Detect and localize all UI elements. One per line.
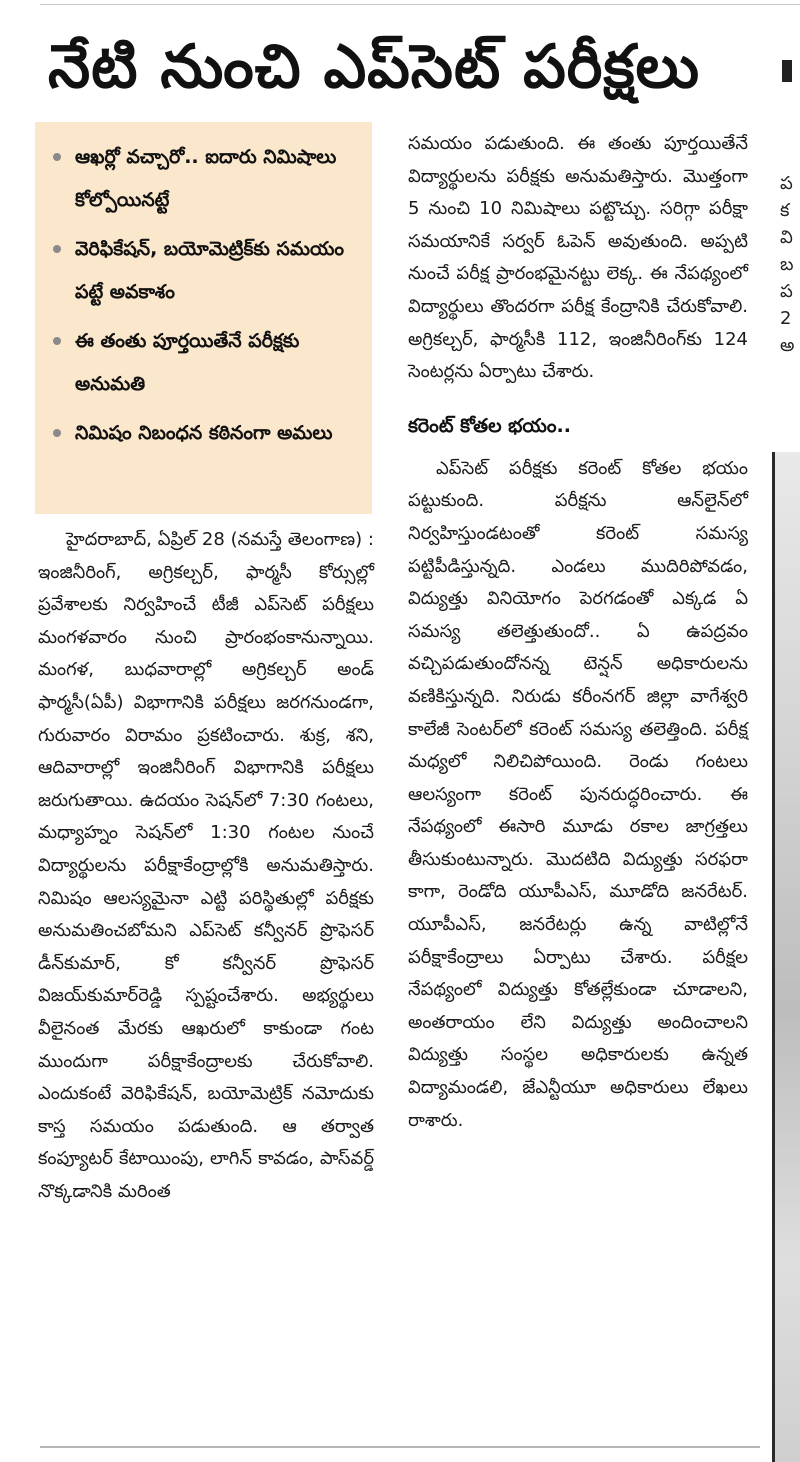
text-fragment: ప bbox=[780, 173, 793, 194]
text-fragment: బ bbox=[780, 254, 794, 275]
adjacent-photo bbox=[772, 452, 800, 1462]
article-column-middle bbox=[408, 128, 748, 1137]
text-fragment: ప bbox=[780, 281, 793, 302]
highlight-text: నిమిషం నిబంధన కఠినంగా అమలు bbox=[75, 422, 333, 444]
bullet-dot-icon bbox=[53, 153, 61, 161]
bullet-dot-icon bbox=[53, 337, 61, 345]
headline: నేటి నుంచి ఎప్‌సెట్ పరీక్షలు bbox=[48, 32, 700, 102]
text-fragment: వి bbox=[780, 227, 793, 248]
subheading: కరెంట్ కోతల భయం.. bbox=[408, 414, 571, 437]
text-fragment: 2 bbox=[780, 308, 792, 329]
highlights-box bbox=[35, 122, 372, 514]
adjacent-headline-fragment bbox=[782, 60, 792, 82]
highlight-text: వెరిఫికేషన్, బయోమెట్రిక్‌కు సమయం పట్టే అవకాశం bbox=[75, 238, 345, 303]
highlight-item bbox=[53, 412, 360, 455]
article-paragraph: హైదరాబాద్, ఏప్రిల్ 28 (నమస్తే తెలంగాణ) : ఇంజినీరింగ్, అగ్రికల్చర్, ఫార్మసీ కోర్సుల్లో ప్రవేశాలకు నిర్వహించే టీజీ ఎప్‌సెట్ పరీక్షలు మంగళవారం నుంచి ప్రారంభంకానున్నాయి. మంగళ, బుధవారాల్లో అగ్రికల్చర్ అండ్ ఫార్మసీ(ఏపీ) విభాగానికి పరీక్షలు జరగనుండగా, గురువారం విరామం ప్రకటించారు. శుక్ర, శని, ఆదివారాల్లో ఇంజినీరింగ్ విభాగానికి పరీక్షలు జరుగుతాయి. ఉదయం సెషన్‌లో 7:30 గంటలు, మధ్యాహ్నం సెషన్‌లో 1:30 గంటల నుంచే విద్యార్థులను పరీక్షాకేంద్రాల్లోకి అనుమతిస్తారు. నిమిషం ఆలస్యమైనా ఎట్టి పరిస్థితుల్లో పరీక్షకు అనుమతించబోమని ఎప్‌సెట్ కన్వీనర్ ప్రొఫెసర్ డీన్‌కుమార్, కో కన్వీనర్ ప్రొఫెసర్ విజయ్‌కుమార్‌రెడ్డి స్పష్టంచేశారు. అభ్యర్థులు వీలైనంత మేరకు ఆఖరులో కాకుండా గంట ముందుగా పరీక్షాకేంద్రాలకు చేరుకోవాలి. ఎందుకంటే వెరిఫికేషన్, బయోమెట్రిక్ నమోదుకు కాస్త సమయం పడుతుంది. ఆ తర్వాత కంప్యూటర్ కేటాయింపు, లాగిన్ కావడం, పాస్‌వర్డ్ నొక్కడానికి మరింత bbox=[38, 529, 374, 1202]
highlight-item bbox=[53, 228, 360, 314]
highlight-text: ఆఖర్లో వచ్చారో.. ఐదారు నిమిషాలు కోల్పోయినట్టే bbox=[75, 146, 337, 211]
article-column-left bbox=[38, 524, 374, 1208]
highlight-item bbox=[53, 320, 360, 406]
highlight-item bbox=[53, 136, 360, 222]
article-paragraph: సమయం పడుతుంది. ఈ తంతు పూర్తయితేనే విద్యార్థులను పరీక్షకు అనుమతిస్తారు. మొత్తంగా 5 నుంచి 10 నిమిషాలు పట్టొచ్చు. సరిగ్గా పరీక్షా సమయానికే సర్వర్ ఓపెన్ అవుతుంది. అప్పటి నుంచే పరీక్ష ప్రారంభమైనట్టు లెక్క. ఈ నేపథ్యంలో విద్యార్థులు తొందరగా పరీక్ష కేంద్రానికి చేరుకోవాలి. అగ్రికల్చర్, ఫార్మసీకి 112, ఇంజినీరింగ్‌కు 124 సెంటర్లను ఏర్పాటు చేశారు. bbox=[408, 133, 748, 383]
highlight-text: ఈ తంతు పూర్తయితేనే పరీక్షకు అనుమతి bbox=[75, 330, 300, 395]
bullet-dot-icon bbox=[53, 429, 61, 437]
text-fragment: క bbox=[780, 200, 790, 221]
adjacent-text-fragments bbox=[780, 170, 794, 359]
article-paragraph: ఎప్‌సెట్ పరీక్షకు కరెంట్ కోతల భయం పట్టుకుంది. పరీక్షను ఆన్‌లైన్‌లో నిర్వహిస్తుండటంతో కరెంట్ సమస్య పట్టిపీడిస్తున్నది. ఎండలు ముదిరిపోవడం, విద్యుత్తు వినియోగం పెరగడంతో ఎక్కడ ఏ సమస్య తలెత్తుతుందో.. ఏ ఉపద్రవం వచ్చిపడుతుందోనన్న టెన్షన్ అధికారులను వణికిస్తున్నది. నిరుడు కరీంనగర్ జిల్లా వాగేశ్వరి కాలేజీ సెంటర్‌లో కరెంట్ సమస్య తలెత్తింది. పరీక్ష మధ్యలో నిలిచిపోయింది. రెండు గంటలు ఆలస్యంగా కరెంట్ పునరుద్ధరించారు. ఈ నేపథ్యంలో ఈసారి మూడు రకాల జాగ్రత్తలు తీసుకుంటున్నారు. మొదటిది విద్యుత్తు సరఫరా కాగా, రెండోది యూపీఎస్, మూడోది జనరేటర్. యూపీఎస్, జనరేటర్లు ఉన్న వాటిల్లోనే పరీక్షాకేంద్రాలు ఏర్పాటు చేశారు. పరీక్షల నేపథ్యంలో విద్యుత్తు కోతల్లేకుండా చూడాలని, అంతరాయం లేని విద్యుత్తు అందించాలని విద్యుత్తు సంస్థల అధికారులకు ఉన్నత విద్యామండలి, జేఎన్టీయూ అధికారులు లేఖలు రాశారు. bbox=[408, 457, 749, 1131]
bottom-rule bbox=[40, 1446, 760, 1448]
text-fragment: అ bbox=[780, 335, 795, 356]
top-rule bbox=[40, 4, 800, 5]
adjacent-article-strip bbox=[758, 0, 800, 1462]
bullet-dot-icon bbox=[53, 245, 61, 253]
